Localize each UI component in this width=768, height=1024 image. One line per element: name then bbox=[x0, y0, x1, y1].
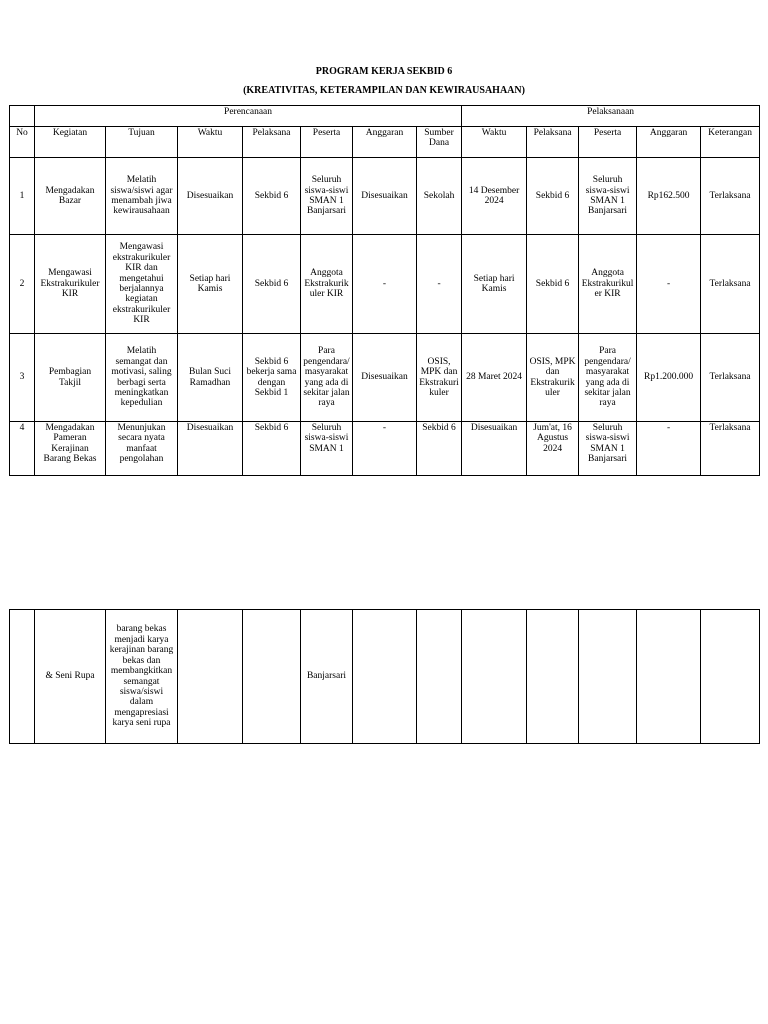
group-header-row bbox=[10, 106, 760, 127]
cell-no: 4 bbox=[10, 422, 35, 476]
cell-anggaran-pelaksanaan: Rp162.500 bbox=[637, 158, 701, 235]
header-pelaksana-pelaksanaan: Pelaksana bbox=[527, 127, 579, 158]
cell-peserta-pelaksanaan: Para pengendara/masyarakat yang ada di sekitar jalan raya bbox=[579, 334, 637, 422]
cell-waktu: Setiap hari Kamis bbox=[178, 235, 243, 334]
table-row bbox=[10, 610, 760, 744]
cell-peserta-pelaksanaan bbox=[579, 610, 637, 744]
cell-no: 3 bbox=[10, 334, 35, 422]
cell-peserta: Banjarsari bbox=[301, 610, 353, 744]
header-keterangan: Keterangan bbox=[701, 127, 760, 158]
cell-waktu-pelaksanaan bbox=[462, 610, 527, 744]
cell-waktu bbox=[178, 610, 243, 744]
cell-tujuan: Menunjukan secara nyata manfaat pengolahan bbox=[106, 422, 178, 476]
header-anggaran: Anggaran bbox=[353, 127, 417, 158]
table-row bbox=[10, 334, 760, 422]
header-waktu-pelaksanaan: Waktu bbox=[462, 127, 527, 158]
cell-pelaksana: Sekbid 6 bbox=[243, 158, 301, 235]
cell-peserta: Para pengendara/masyarakat yang ada di sekitar jalan raya bbox=[301, 334, 353, 422]
cell-pelaksana-pelaksanaan: Sekbid 6 bbox=[527, 235, 579, 334]
cell-anggaran-pelaksanaan: - bbox=[637, 235, 701, 334]
cell-kegiatan: Mengawasi Ekstrakurikuler KIR bbox=[35, 235, 106, 334]
cell-tujuan: Melatih siswa/siswi agar menambah jiwa kewirausahaan bbox=[106, 158, 178, 235]
cell-kegiatan: Pembagian Takjil bbox=[35, 334, 106, 422]
table-row bbox=[10, 158, 760, 235]
cell-sumber-dana bbox=[417, 610, 462, 744]
cell-tujuan: Mengawasi ekstrakurikuler KIR dan mengetahui berjalannya kegiatan ekstrakurikuler KIR bbox=[106, 235, 178, 334]
cell-waktu: Disesuaikan bbox=[178, 422, 243, 476]
header-pelaksana: Pelaksana bbox=[243, 127, 301, 158]
cell-pelaksana: Sekbid 6 bekerja sama dengan Sekbid 1 bbox=[243, 334, 301, 422]
header-waktu: Waktu bbox=[178, 127, 243, 158]
cell-sumber-dana: - bbox=[417, 235, 462, 334]
cell-kegiatan: Mengadakan Bazar bbox=[35, 158, 106, 235]
cell-pelaksana-pelaksanaan bbox=[527, 610, 579, 744]
cell-peserta-pelaksanaan: Anggota Ekstrakurikuler KIR bbox=[579, 235, 637, 334]
cell-anggaran-pelaksanaan bbox=[637, 610, 701, 744]
cell-peserta: Seluruh siswa-siswi SMAN 1 bbox=[301, 422, 353, 476]
cell-anggaran-pelaksanaan: - bbox=[637, 422, 701, 476]
table-row bbox=[10, 422, 760, 476]
cell-peserta-pelaksanaan: Seluruh siswa-siswi SMAN 1 Banjarsari bbox=[579, 422, 637, 476]
cell-tujuan: Melatih semangat dan motivasi, saling berbagi serta meningkatkan kepedulian bbox=[106, 334, 178, 422]
group-header-perencanaan: Perencanaan bbox=[35, 106, 462, 127]
cell-keterangan: Terlaksana bbox=[701, 235, 760, 334]
header-tujuan: Tujuan bbox=[106, 127, 178, 158]
cell-waktu-pelaksanaan: 28 Maret 2024 bbox=[462, 334, 527, 422]
header-peserta-pelaksanaan: Peserta bbox=[579, 127, 637, 158]
program-table-continuation bbox=[9, 609, 760, 744]
cell-waktu-pelaksanaan: 14 Desember 2024 bbox=[462, 158, 527, 235]
cell-sumber-dana: Sekolah bbox=[417, 158, 462, 235]
cell-anggaran bbox=[353, 610, 417, 744]
cell-anggaran: Disesuaikan bbox=[353, 334, 417, 422]
cell-sumber-dana: OSIS, MPK dan Ekstrakurikuler bbox=[417, 334, 462, 422]
cell-keterangan: Terlaksana bbox=[701, 422, 760, 476]
cell-pelaksana: Sekbid 6 bbox=[243, 235, 301, 334]
cell-keterangan: Terlaksana bbox=[701, 334, 760, 422]
cell-peserta-pelaksanaan: Seluruh siswa-siswi SMAN 1 Banjarsari bbox=[579, 158, 637, 235]
header-sumber-dana: Sumber Dana bbox=[417, 127, 462, 158]
column-header-row bbox=[10, 127, 760, 158]
table-row bbox=[10, 235, 760, 334]
document-subtitle: (KREATIVITAS, KETERAMPILAN DAN KEWIRAUSAHAAN) bbox=[243, 85, 525, 96]
cell-anggaran: Disesuaikan bbox=[353, 158, 417, 235]
cell-pelaksana-pelaksanaan: OSIS, MPK dan Ekstrakurikuler bbox=[527, 334, 579, 422]
cell-waktu: Disesuaikan bbox=[178, 158, 243, 235]
cell-waktu: Bulan Suci Ramadhan bbox=[178, 334, 243, 422]
header-peserta: Peserta bbox=[301, 127, 353, 158]
header-anggaran-pelaksanaan: Anggaran bbox=[637, 127, 701, 158]
cell-sumber-dana: Sekbid 6 bbox=[417, 422, 462, 476]
cell-anggaran: - bbox=[353, 422, 417, 476]
cell-keterangan: Terlaksana bbox=[701, 158, 760, 235]
header-kegiatan: Kegiatan bbox=[35, 127, 106, 158]
cell-kegiatan: Mengadakan Pameran Kerajinan Barang Bekas bbox=[35, 422, 106, 476]
cell-peserta: Anggota Ekstrakurikuler KIR bbox=[301, 235, 353, 334]
cell-anggaran: - bbox=[353, 235, 417, 334]
cell-no: 2 bbox=[10, 235, 35, 334]
cell-waktu-pelaksanaan: Disesuaikan bbox=[462, 422, 527, 476]
cell-pelaksana: Sekbid 6 bbox=[243, 422, 301, 476]
cell-pelaksana-pelaksanaan: Jum'at, 16 Agustus 2024 bbox=[527, 422, 579, 476]
cell-no: 1 bbox=[10, 158, 35, 235]
cell-kegiatan: & Seni Rupa bbox=[35, 610, 106, 744]
cell-no bbox=[10, 610, 35, 744]
cell-waktu-pelaksanaan: Setiap hari Kamis bbox=[462, 235, 527, 334]
document-title: PROGRAM KERJA SEKBID 6 bbox=[315, 66, 453, 77]
cell-tujuan: barang bekas menjadi karya kerajinan barang bekas dan membangkitkan semangat siswa/siswi dalam mengapresiasi karya seni rupa bbox=[106, 610, 178, 744]
cell-keterangan bbox=[701, 610, 760, 744]
cell-pelaksana-pelaksanaan: Sekbid 6 bbox=[527, 158, 579, 235]
group-cell-empty bbox=[10, 106, 35, 127]
cell-anggaran-pelaksanaan: Rp1.200.000 bbox=[637, 334, 701, 422]
group-header-pelaksanaan: Pelaksanaan bbox=[462, 106, 760, 127]
cell-pelaksana bbox=[243, 610, 301, 744]
cell-peserta: Seluruh siswa-siswi SMAN 1 Banjarsari bbox=[301, 158, 353, 235]
header-no: No bbox=[10, 127, 35, 158]
program-table bbox=[9, 105, 760, 476]
